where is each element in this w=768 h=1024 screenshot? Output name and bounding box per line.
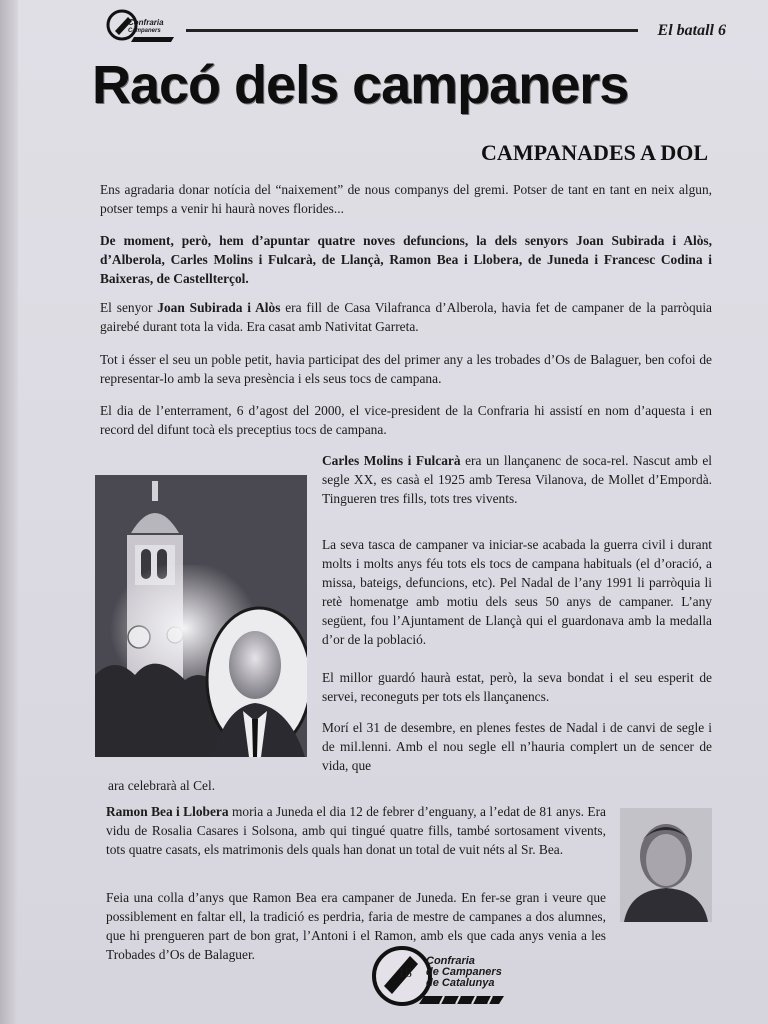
carles-paragraph-4: Morí el 31 de desembre, en plenes festes de Nadal i de canvi de segle i de mil.lenni. Amb el nou segle ell n’hauria complert un de sencer de vida, que (322, 720, 712, 773)
carles-name: Carles Molins i Fulcarà (322, 453, 461, 468)
section-subtitle: CAMPANADES A DOL (481, 140, 708, 165)
intro-paragraph: Ens agradaria donar notícia del “naixement” de nous companys del gremi. Potser de tant en tant en neix algun, potser temps a venir hi haurà noves florides... (100, 182, 712, 216)
bell-tower-photo (95, 475, 307, 757)
carles-paragraph-4-end: ara celebrarà al Cel. (108, 778, 216, 793)
ramon-paragraph-2: Feia una colla d’anys que Ramon Bea era campaner de Juneda. En fer-se gran i veure que possiblement en faltar ell, la tradició es perdria, faria de mestre de campanes a dos alumnes, que hi prengueren part de bon grat, l’Antoni i el Ramon, amb els que cada anys venia a les Trobades d’Os de Balaguer. (106, 890, 606, 962)
joan-name: Joan Subirada i Alòs (157, 300, 281, 315)
confraria-logo-icon (106, 9, 178, 43)
joan-prefix: El senyor (100, 300, 158, 315)
carles-text: era un llançanenc de soca-rel. Nascut amb el segle XX, es casà el 1925 amb Teresa Vilanova, de Mollet d’Empordà. Tingueren tres fills, tots tres vivents. (322, 453, 712, 506)
logo-text-campaners: Campaners (128, 28, 161, 34)
deaths-paragraph: De moment, però, hem d’apuntar quatre noves defuncions, la dels senyors Joan Subirada i Alòs, d’Alberola, Carles Molins i Fulcarà, de Llançà, Ramon Bea i Llobera, de Juneda i Francesc Codina i Baixeras, de Castellterçol. (100, 233, 712, 286)
logo-text-confraria: Confraria (128, 18, 164, 27)
header-rule (186, 29, 638, 32)
ramon-name: Ramon Bea i Llobera (106, 804, 229, 819)
ramon-paragraph-1 (106, 802, 606, 859)
footer-logo-line-2: de Campaners (426, 966, 502, 978)
page-number: 18 (398, 966, 412, 981)
confraria-footer-logo-icon (370, 944, 510, 1008)
carles-paragraph-3: El millor guardó haurà estat, però, la seva bondat i el seu esperit de servei, reconeguts per tots els llançanencs. (322, 670, 712, 704)
page-binding-shadow (0, 0, 18, 1024)
joan-paragraph-3: El dia de l’enterrament, 6 d’agost del 2000, el vice-president de la Confraria hi assistí en nom d’aquesta i en record del difunt tocà els preceptius tocs de campana. (100, 403, 712, 437)
ramon-text: moria a Juneda el dia 12 de febrer d’enguany, a l’edat de 81 anys. Era vidu de Rosalia Casares i Solsona, amb qui tingué quatre fills, també sortosament vivents, tots quatre casats, els matrimonis dels quals han donat un total de vuit néts al Sr. Bea. (106, 804, 606, 857)
footer-logo-line-1: Confraria (426, 955, 475, 967)
footer-logo-line-3: de Catalunya (426, 977, 495, 989)
ramon-portrait-photo (620, 808, 712, 922)
joan-paragraph-2: Tot i ésser el seu un poble petit, havia participat des del primer any a les trobades d’Os de Balaguer, ben cofoi de representar-lo amb la seva presència i els seus tocs de campana. (100, 352, 712, 386)
issue-label: El batall 6 (657, 22, 726, 39)
joan-text: era fill de Casa Vilafranca d’Alberola, havia fet de campaner de la parròquia gairebé durant tota la vida. Era casat amb Nativitat Garreta. (100, 300, 712, 334)
joan-paragraph-1 (100, 298, 712, 336)
carles-paragraph-2: La seva tasca de campaner va iniciar-se acabada la guerra civil i durant molts i molts anys féu tots els tocs de campana habituals (el d’oració, a missa, bateigs, defuncions, etc). Pel Nadal de l’any 1991 li parròquia li retè homenatge amb motiu dels seus 50 anys de campaner. L’any següent, fou l’Ajuntament de Llançà qui el guardonava amb la medalla d’or de la població. (322, 537, 712, 647)
carles-paragraph-1 (322, 451, 712, 508)
page-title: Racó dels campaners (92, 55, 629, 115)
